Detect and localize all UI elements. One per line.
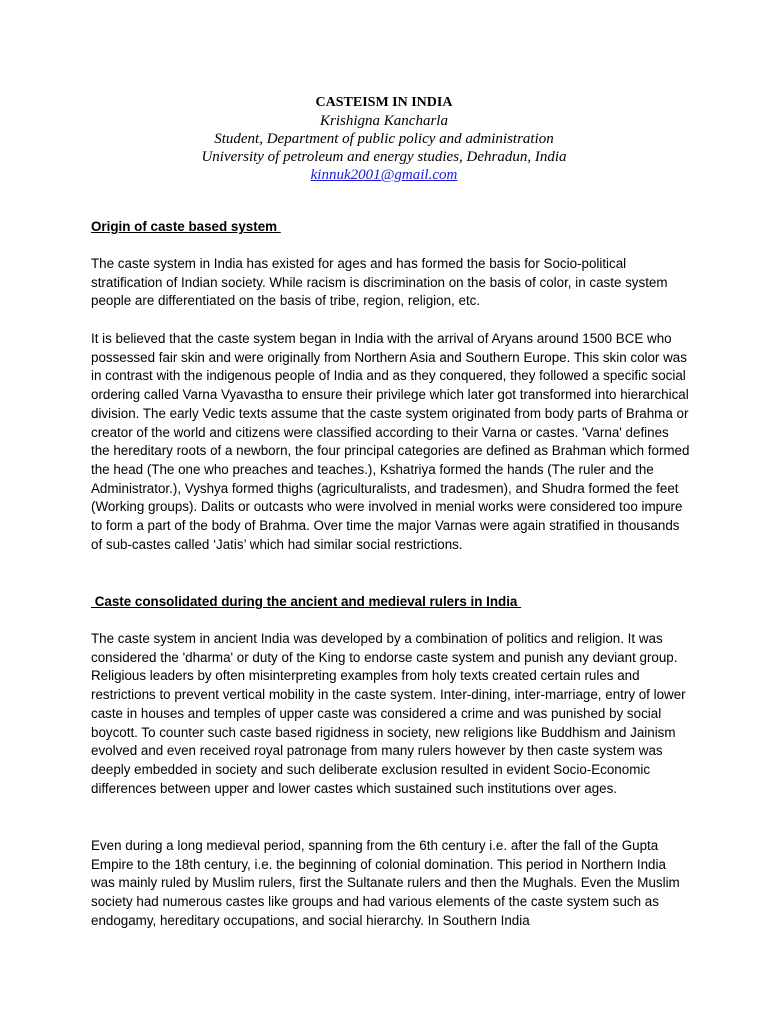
document-header [0,94,768,184]
section-ancient-paragraph-1 [91,630,691,798]
section-heading-origin: Origin of caste based system [91,219,281,234]
section-origin-paragraph-2 [91,330,691,554]
author-university: University of petroleum and energy studies, Dehradun, India [201,149,567,165]
section-ancient-paragraph-2 [91,837,691,931]
paragraph: The caste system in India has existed for ages and has formed the basis for Socio-political stratification of Indian society. While racism is discrimination on the basis of color, in caste system people are differentiated on the basis of tribe, region, religion, etc. [91,256,668,309]
author-email-link[interactable]: kinnuk2001@gmail.com [310,167,458,183]
section-origin-paragraph-1 [91,255,691,311]
paragraph: It is believed that the caste system began in India with the arrival of Aryans around 1500 BCE who possessed fair skin and were originally from Northern Asia and Southern Europe. This skin color was in contrast with the indigenous people of India and as they conquered, they followed a specific social ordering called Varna Vyavastha to ensure their privilege which later got transformed into hierarchical division. The early Vedic texts assume that the caste system originated from body parts of Brahma or creator of the world and citizens were classified according to their Varna or castes. 'Varna' defines the hereditary roots of a newborn, the four principal categories are defined as Brahman which formed the head (The one who preaches and teaches.), Kshatriya formed the hands (The ruler and the Administrator.), Vyshya formed thighs (agriculturalists, and tradesmen), and Shudra formed the feet (Working groups). Dalits or outcasts who were involved in menial works were considered too impure to form a part of the body of Brahma. Over time the major Varnas were again stratified in thousands of sub-castes called ‘Jatis’ which had similar social restrictions. [91,331,690,552]
author-name: Krishigna Kancharla [320,113,448,129]
paragraph: The caste system in ancient India was developed by a combination of politics and religion. It was considered the 'dharma' or duty of the King to endorse caste system and punish any deviant group. Religious leaders by often misinterpreting examples from holy texts created certain rules and restrictions to prevent vertical mobility in the caste system. Inter-dining, inter-marriage, entry of lower caste in houses and temples of upper caste was considered a crime and was punished by social boycott. To counter such caste based rigidness in society, new religions like Buddhism and Jainism evolved and even received royal patronage from many rulers however by then caste system was deeply embedded in society and such deliberate exclusion resulted in evident Socio-Economic differences between upper and lower castes which sustained such institutions over ages. [91,631,686,796]
document-title: CASTEISM IN INDIA [315,95,453,110]
section-heading-ancient-medieval: Caste consolidated during the ancient and medieval rulers in India [91,594,522,609]
paragraph: Even during a long medieval period, spanning from the 6th century i.e. after the fall of the Gupta Empire to the 18th century, i.e. the beginning of colonial domination. This period in Northern India was mainly ruled by Muslim rulers, first the Sultanate rulers and then the Mughals. Even the Muslim society had numerous castes like groups and had various elements of the caste system such as endogamy, hereditary occupations, and social hierarchy. In Southern India [91,838,680,928]
author-affiliation: Student, Department of public policy and administration [214,131,554,147]
